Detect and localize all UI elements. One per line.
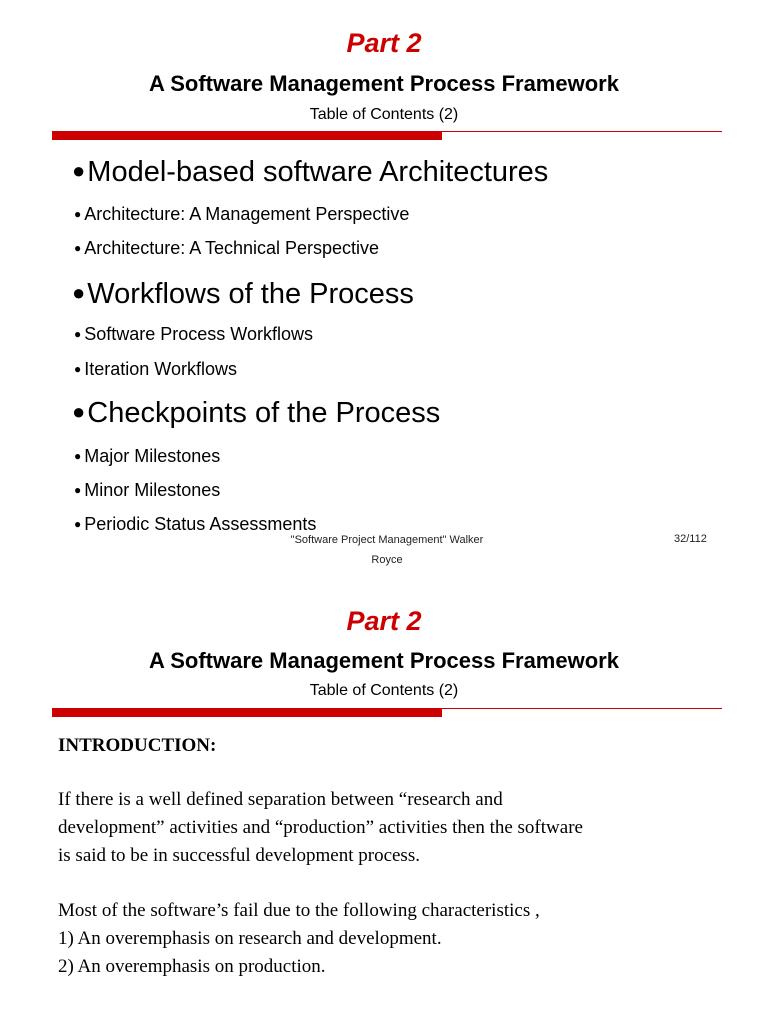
bullet-text: Software Process Workflows (84, 324, 313, 344)
part-title: Part 2 (346, 606, 422, 636)
bullet-item-level2 (74, 359, 237, 380)
bullet-dot-icon: ● (74, 517, 82, 531)
intro-paragraph (58, 786, 583, 870)
bullet-text: Iteration Workflows (84, 359, 237, 379)
bullet-text: Workflows of the Process (87, 278, 414, 310)
bullet-item-level1 (72, 397, 440, 430)
bullet-item-level2 (74, 204, 409, 225)
bullet-text: Minor Milestones (84, 480, 221, 500)
title-rule-thin (442, 131, 722, 132)
title-rule-thick (52, 708, 442, 717)
bullet-text: Major Milestones (84, 446, 221, 466)
bullet-dot-icon: ● (72, 158, 86, 183)
bullet-dot-icon: ● (72, 399, 86, 424)
bullet-text: Model-based software Architectures (87, 156, 549, 188)
paragraph-line: 1) An overemphasis on research and development. (58, 928, 442, 949)
paragraph-line: 2) An overemphasis on production. (58, 956, 326, 977)
toc-subtitle: Table of Contents (2) (309, 106, 459, 123)
bullet-dot-icon: ● (74, 327, 82, 341)
bullet-dot-icon: ● (74, 241, 82, 255)
bullet-item-level2 (74, 446, 220, 467)
bullet-item-level1 (72, 278, 414, 311)
title-rule-thin (442, 708, 722, 709)
footer-line: "Software Project Management" Walker (290, 534, 484, 546)
title-rule-thick (52, 131, 442, 140)
slide-heading: A Software Management Process Framework (149, 648, 619, 673)
bullet-dot-icon: ● (74, 483, 82, 497)
bullet-item-level2 (74, 238, 379, 259)
paragraph-line: If there is a well defined separation between “research and (58, 789, 503, 810)
bullet-dot-icon: ● (74, 362, 82, 376)
bullet-text: Architecture: A Technical Perspective (84, 238, 380, 258)
slide-footer (262, 530, 512, 570)
page-number: 32/112 (674, 533, 707, 545)
paragraph-line: is said to be in successful development process. (58, 845, 420, 866)
paragraph-line: development” activities and “production” activities then the software (58, 817, 583, 838)
failure-paragraph (58, 897, 540, 981)
bullet-item-level1 (72, 156, 548, 189)
bullet-text: Periodic Status Assessments (84, 514, 317, 534)
paragraph-line: Most of the software’s fail due to the following characteristics , (58, 900, 540, 921)
slide-heading: A Software Management Process Framework (149, 71, 619, 96)
bullet-item-level2 (74, 480, 220, 501)
bullet-text: Checkpoints of the Process (87, 397, 441, 429)
part-title: Part 2 (346, 28, 422, 58)
slide-2 (0, 580, 768, 1024)
bullet-text: Architecture: A Management Perspective (84, 204, 410, 224)
toc-subtitle: Table of Contents (2) (309, 682, 459, 699)
bullet-dot-icon: ● (74, 449, 82, 463)
bullet-dot-icon: ● (72, 280, 86, 305)
bullet-dot-icon: ● (74, 207, 82, 221)
bullet-item-level2 (74, 324, 313, 345)
intro-title: INTRODUCTION: (58, 735, 217, 756)
footer-line: Royce (371, 554, 403, 566)
